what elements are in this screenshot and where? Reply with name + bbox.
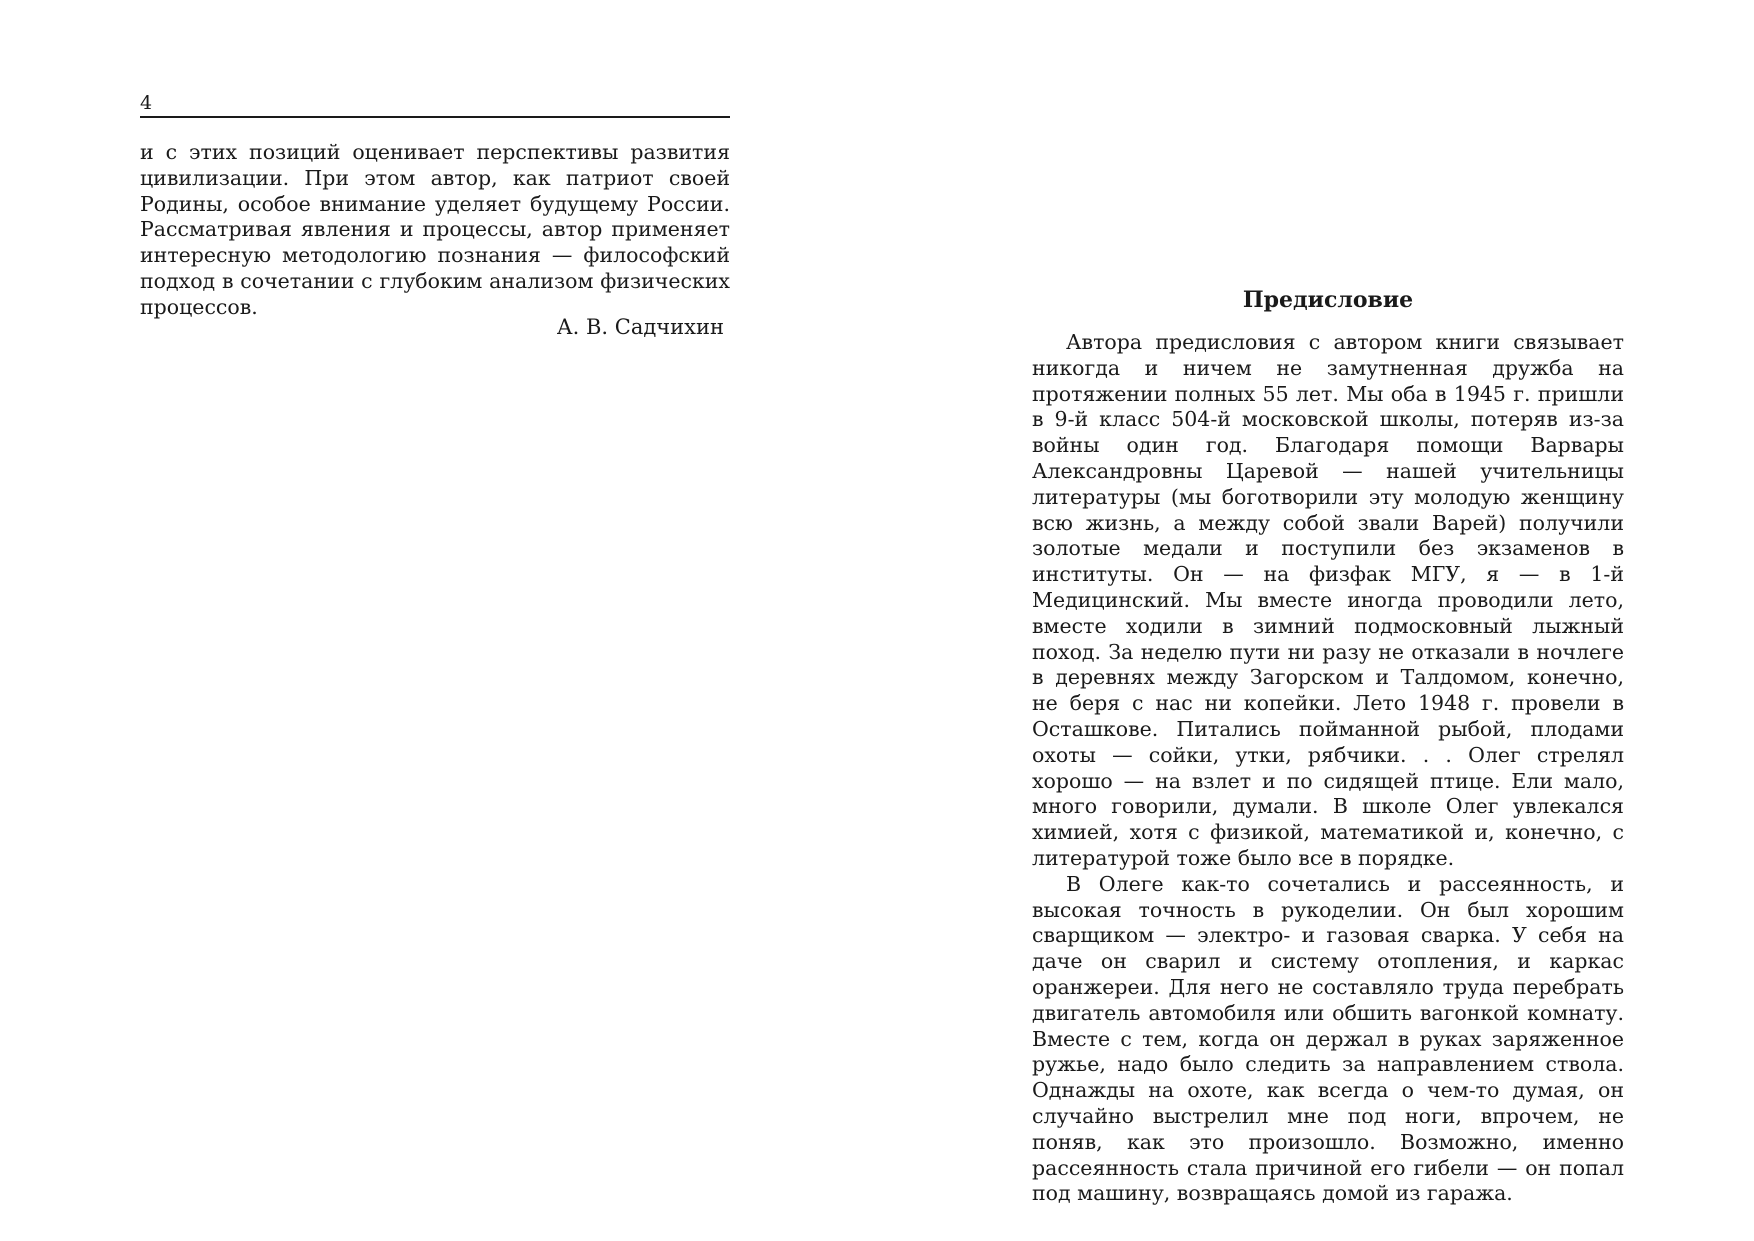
page-number: 4 — [140, 92, 153, 114]
header-rule — [140, 116, 730, 118]
author-signature: А. В. Садчихин — [556, 315, 724, 339]
left-page-paragraph: и с этих позиций оценивает перспективы развития цивилизации. При этом автор, как патриот своей Родины, особое внимание уделяет будущему России. Рассматривая явления и процессы, автор применяет интересную методологию познания — философский подход в сочетании с глубоким анализом физических процессов. — [140, 140, 730, 319]
preface-paragraph-1: Автора предисловия с автором книги связывает никогда и ничем не замутненная дружба на протяжении полных 55 лет. Мы оба в 1945 г. пришли в 9-й класс 504-й московской школы, потеряв из-за войны один год. Благодаря помощи Варвары Александровны Царевой — нашей учительницы литературы (мы боготворили эту молодую женщину всю жизнь, а между собой звали Варей) получили золотые медали и поступили без экзаменов в институты. Он — на физфак МГУ, я — в 1-й Медицинский. Мы вместе иногда проводили лето, вместе ходили в зимний подмосковный лыжный поход. За неделю пути ни разу не отказали в ночлеге в деревнях между Загорском и Талдомом, конечно, не беря с нас ни копейки. Лето 1948 г. провели в Осташкове. Питались пойманной рыбой, плодами охоты — сойки, утки, рябчики. . . Олег стрелял хорошо — на взлет и по сидящей птице. Ели мало, много говорили, думали. В школе Олег увлекался химией, хотя с физикой, математикой и, конечно, с литературой тоже было все в порядке. — [1032, 330, 1624, 870]
section-title: Предисловие — [1242, 287, 1414, 313]
preface-paragraph-2: В Олеге как-то сочетались и рассеянность, и высокая точность в рукоделии. Он был хорошим сварщиком — электро- и газовая сварка. У себя на даче он сварил и систему отопления, и каркас оранжереи. Для него не составляло труда перебрать двигатель автомобиля или обшить вагонкой комнату. Вместе с тем, когда он держал в руках заряженное ружье, надо было следить за направлением ствола. Однажды на охоте, как всегда о чем-то думая, он случайно выстрелил мне под ноги, впрочем, не поняв, как это произошло. Возможно, именно рассеянность стала причиной его гибели — он попал под машину, возвращаясь домой из гаража. — [1032, 871, 1624, 1206]
preface-body — [1032, 330, 1624, 1207]
